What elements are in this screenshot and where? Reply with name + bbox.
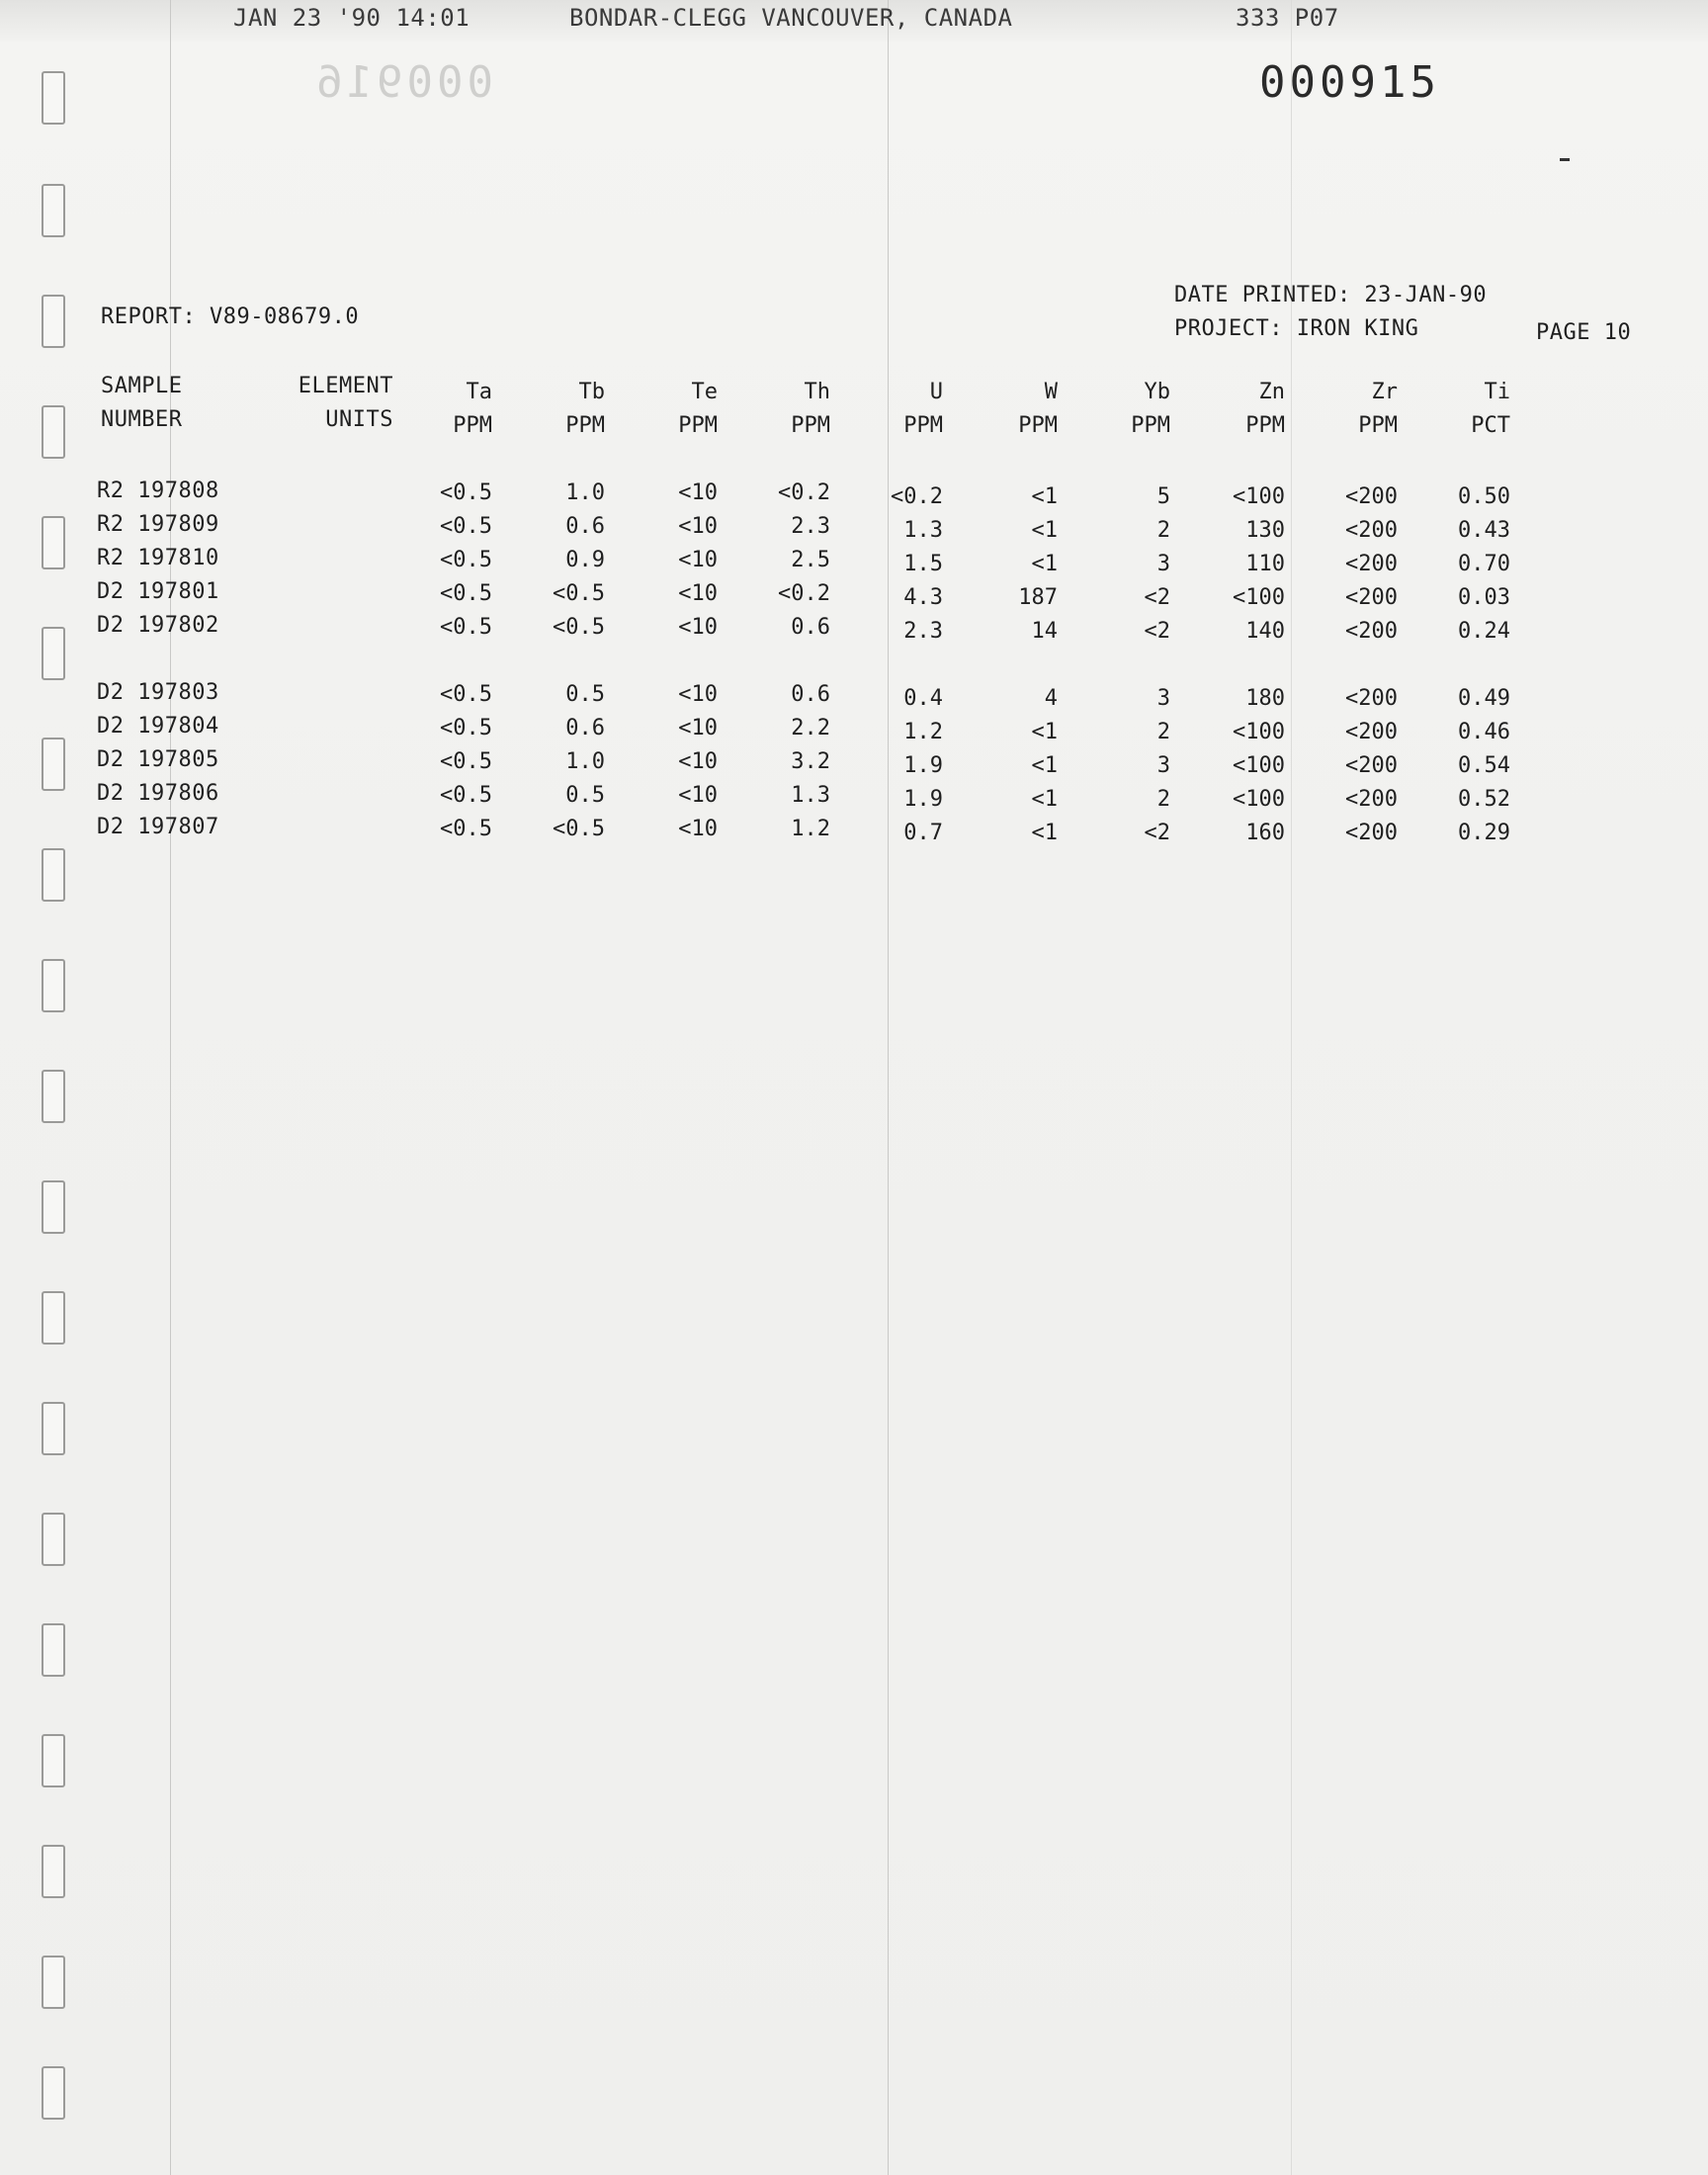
table-cell: 2.2 [791, 716, 830, 740]
table-cell: <100 [1233, 720, 1285, 744]
table-cell: 130 [1245, 518, 1285, 543]
table-cell: <1 [1031, 821, 1058, 845]
table-cell: 0.49 [1458, 686, 1510, 711]
feed-hole [42, 627, 65, 680]
column-unit-5: PPM [1018, 413, 1058, 438]
table-cell: <2 [1144, 821, 1170, 845]
table-cell: 2.3 [791, 514, 830, 539]
table-cell: 0.54 [1458, 753, 1510, 778]
feed-hole [42, 1180, 65, 1234]
table-cell: <0.5 [440, 548, 492, 572]
feed-hole [42, 848, 65, 902]
feed-hole [42, 1291, 65, 1345]
feed-hole [42, 295, 65, 348]
sample-number: R2 197809 [97, 512, 219, 537]
sample-number: R2 197810 [97, 546, 219, 570]
table-cell: <10 [678, 548, 718, 572]
table-cell: <10 [678, 749, 718, 774]
column-element-6: Yb [1144, 380, 1170, 404]
project-name: PROJECT: IRON KING [1174, 316, 1419, 341]
table-cell: <1 [1031, 787, 1058, 812]
header-element-line1: ELEMENT [298, 374, 393, 398]
table-cell: <200 [1345, 552, 1398, 576]
report-id: REPORT: V89-08679.0 [101, 304, 360, 329]
table-cell: 1.2 [903, 720, 943, 744]
table-cell: <200 [1345, 753, 1398, 778]
feed-hole [42, 1956, 65, 2009]
header-sample-line1: SAMPLE [101, 374, 183, 398]
feed-hole [42, 1734, 65, 1787]
table-cell: 1.3 [791, 783, 830, 808]
table-cell: <0.5 [440, 783, 492, 808]
table-cell: 0.7 [903, 821, 943, 845]
column-element-3: Th [804, 380, 830, 404]
column-element-7: Zn [1258, 380, 1285, 404]
table-cell: 0.6 [791, 615, 830, 640]
feed-hole [42, 1070, 65, 1123]
table-cell: <1 [1031, 753, 1058, 778]
table-cell: <200 [1345, 720, 1398, 744]
column-unit-0: PPM [453, 413, 492, 438]
table-cell: <2 [1144, 585, 1170, 610]
table-cell: <200 [1345, 686, 1398, 711]
table-cell: 0.43 [1458, 518, 1510, 543]
table-cell: <10 [678, 716, 718, 740]
table-cell: 0.52 [1458, 787, 1510, 812]
table-cell: 0.5 [565, 682, 605, 707]
table-cell: 0.70 [1458, 552, 1510, 576]
bleed-through-stamp: 000916 [312, 57, 493, 108]
table-cell: 14 [1031, 619, 1058, 644]
table-cell: <10 [678, 682, 718, 707]
table-cell: 4.3 [903, 585, 943, 610]
table-cell: <1 [1031, 518, 1058, 543]
table-cell: 160 [1245, 821, 1285, 845]
page-label: PAGE 10 [1536, 320, 1632, 345]
table-cell: <0.2 [778, 480, 830, 505]
table-cell: <0.5 [440, 480, 492, 505]
page-number-stamp: 000915 [1259, 57, 1440, 108]
table-cell: 0.6 [565, 514, 605, 539]
sample-number: R2 197808 [97, 478, 219, 503]
table-cell: 0.03 [1458, 585, 1510, 610]
table-cell: 2 [1156, 720, 1170, 744]
feed-hole [42, 1513, 65, 1566]
table-cell: <10 [678, 581, 718, 606]
table-cell: 3 [1156, 552, 1170, 576]
feed-hole [42, 1402, 65, 1455]
table-cell: <0.5 [440, 514, 492, 539]
date-printed: DATE PRINTED: 23-JAN-90 [1174, 283, 1488, 307]
table-cell: <100 [1233, 484, 1285, 509]
table-cell: 0.46 [1458, 720, 1510, 744]
ink-mark [1560, 158, 1570, 161]
table-cell: 0.50 [1458, 484, 1510, 509]
sample-number: D2 197802 [97, 613, 219, 638]
feed-hole [42, 1623, 65, 1677]
table-cell: <0.5 [440, 817, 492, 841]
table-cell: <200 [1345, 821, 1398, 845]
table-cell: 3 [1156, 686, 1170, 711]
table-cell: 1.0 [565, 749, 605, 774]
table-cell: <200 [1345, 619, 1398, 644]
sample-number: D2 197807 [97, 815, 219, 839]
feed-hole [42, 2066, 65, 2120]
feed-hole [42, 959, 65, 1012]
table-cell: <100 [1233, 753, 1285, 778]
fax-page-code: 333 P07 [1236, 4, 1339, 32]
table-cell: 3 [1156, 753, 1170, 778]
feed-hole [42, 1845, 65, 1898]
table-cell: 3.2 [791, 749, 830, 774]
table-cell: 0.9 [565, 548, 605, 572]
fax-date-time: JAN 23 '90 14:01 [233, 4, 470, 32]
feed-hole [42, 405, 65, 459]
table-cell: <200 [1345, 484, 1398, 509]
fax-sender: BONDAR-CLEGG VANCOUVER, CANADA [569, 4, 1013, 32]
table-cell: 4 [1044, 686, 1058, 711]
table-cell: <100 [1233, 585, 1285, 610]
table-cell: <0.5 [440, 716, 492, 740]
table-cell: 2 [1156, 518, 1170, 543]
table-cell: 187 [1018, 585, 1058, 610]
table-cell: 5 [1156, 484, 1170, 509]
table-cell: 1.2 [791, 817, 830, 841]
column-element-5: W [1044, 380, 1058, 404]
table-cell: <10 [678, 480, 718, 505]
table-cell: <0.5 [553, 581, 605, 606]
table-cell: <10 [678, 817, 718, 841]
table-cell: 2.3 [903, 619, 943, 644]
table-cell: 0.5 [565, 783, 605, 808]
table-cell: <10 [678, 615, 718, 640]
column-unit-2: PPM [678, 413, 718, 438]
sample-number: D2 197806 [97, 781, 219, 806]
table-cell: 0.6 [565, 716, 605, 740]
table-cell: <0.5 [553, 615, 605, 640]
table-cell: 2 [1156, 787, 1170, 812]
table-cell: 0.4 [903, 686, 943, 711]
table-cell: <0.5 [553, 817, 605, 841]
table-cell: <100 [1233, 787, 1285, 812]
table-cell: 1.5 [903, 552, 943, 576]
column-unit-7: PPM [1245, 413, 1285, 438]
column-unit-8: PPM [1358, 413, 1398, 438]
feed-hole [42, 516, 65, 569]
column-element-8: Zr [1371, 380, 1398, 404]
header-sample-line2: NUMBER [101, 407, 183, 432]
table-cell: 0.24 [1458, 619, 1510, 644]
table-cell: <0.2 [778, 581, 830, 606]
table-cell: 140 [1245, 619, 1285, 644]
column-element-4: U [929, 380, 943, 404]
feed-hole [42, 71, 65, 125]
column-element-1: Tb [578, 380, 605, 404]
table-cell: <1 [1031, 720, 1058, 744]
table-cell: 110 [1245, 552, 1285, 576]
table-cell: <0.5 [440, 581, 492, 606]
sample-number: D2 197803 [97, 680, 219, 705]
feed-hole [42, 184, 65, 237]
column-element-2: Te [691, 380, 718, 404]
table-cell: <0.5 [440, 615, 492, 640]
table-cell: 0.6 [791, 682, 830, 707]
table-cell: <2 [1144, 619, 1170, 644]
header-element-line2: UNITS [325, 407, 393, 432]
table-cell: 1.3 [903, 518, 943, 543]
table-cell: <1 [1031, 552, 1058, 576]
table-cell: 1.9 [903, 787, 943, 812]
table-cell: <0.5 [440, 682, 492, 707]
sample-number: D2 197801 [97, 579, 219, 604]
table-cell: <200 [1345, 787, 1398, 812]
table-cell: 1.9 [903, 753, 943, 778]
table-cell: <200 [1345, 585, 1398, 610]
table-cell: 1.0 [565, 480, 605, 505]
table-cell: 180 [1245, 686, 1285, 711]
table-cell: <1 [1031, 484, 1058, 509]
table-cell: <0.5 [440, 749, 492, 774]
table-cell: <10 [678, 514, 718, 539]
table-cell: <0.2 [891, 484, 943, 509]
table-cell: 2.5 [791, 548, 830, 572]
fold-line [888, 0, 889, 2175]
table-cell: <10 [678, 783, 718, 808]
feed-hole [42, 738, 65, 791]
column-unit-1: PPM [565, 413, 605, 438]
column-unit-4: PPM [903, 413, 943, 438]
column-unit-9: PCT [1471, 413, 1510, 438]
column-unit-3: PPM [791, 413, 830, 438]
column-element-0: Ta [466, 380, 492, 404]
table-cell: <200 [1345, 518, 1398, 543]
column-element-9: Ti [1484, 380, 1510, 404]
column-unit-6: PPM [1131, 413, 1170, 438]
sample-number: D2 197805 [97, 747, 219, 772]
table-cell: 0.29 [1458, 821, 1510, 845]
sample-number: D2 197804 [97, 714, 219, 739]
